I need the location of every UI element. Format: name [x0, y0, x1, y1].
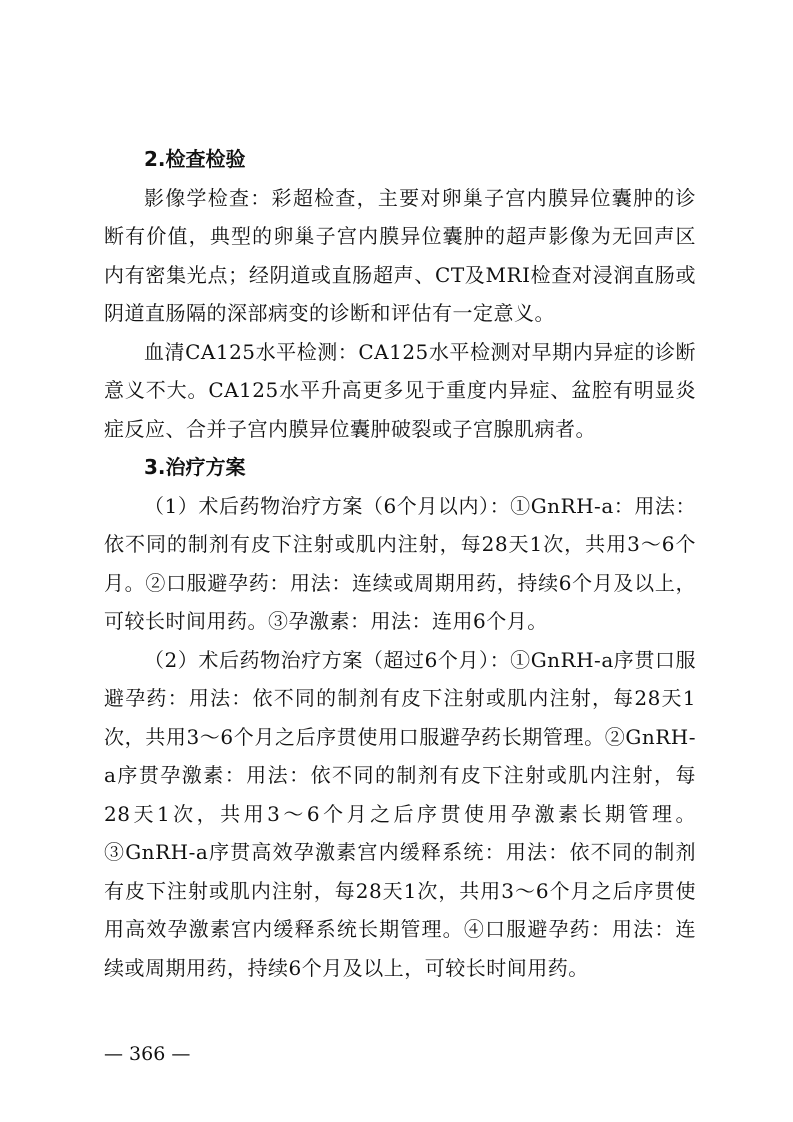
paragraph-plan-over-6-months: （2）术后药物治疗方案（超过6个月）：①GnRH-a序贯口服避孕药：用法：依不同的制剂有皮下注射或肌内注射，每28天1次，共用3～6个月之后序贯使用口服避孕药长期管理。②GnRH-a序贯孕激素：用法：依不同的制剂有皮下注射或肌内注射，每28天1次，共用3～6个月之后序贯使用孕激素长期管理。③GnRH-a序贯高效孕激素宫内缓释系统：用法：依不同的制剂有皮下注射或肌内注射，每28天1次，共用3～6个月之后序贯使用高效孕激素宫内缓释系统长期管理。④口服避孕药：用法：连续或周期用药，持续6个月及以上，可较长时间用药。 [104, 647, 696, 980]
page-number: — 366 — [104, 1043, 191, 1065]
page-body [104, 140, 696, 987]
paragraph-plan-within-6-months: （1）术后药物治疗方案（6个月以内）：①GnRH-a：用法：依不同的制剂有皮下注射或肌内注射，每28天1次，共用3～6个月。②口服避孕药：用法：连续或周期用药，持续6个月及以上，可较长时间用药。③孕激素：用法：连用6个月。 [104, 493, 696, 633]
paragraph-ca125: 血清CA125水平检测：CA125水平检测对早期内异症的诊断意义不大。CA125水平升高更多见于重度内异症、盆腔有明显炎症反应、合并子宫内膜异位囊肿破裂或子宫腺肌病者。 [104, 339, 696, 441]
section-heading-exam: 2.检查检验 [144, 147, 246, 171]
section-heading-treatment: 3.治疗方案 [144, 455, 246, 479]
paragraph-imaging: 影像学检查：彩超检查，主要对卵巢子宫内膜异位囊肿的诊断有价值，典型的卵巢子宫内膜异位囊肿的超声影像为无回声区内有密集光点；经阴道或直肠超声、CT及MRI检查对浸润直肠或阴道直肠隔的深部病变的诊断和评估有一定意义。 [104, 185, 696, 325]
